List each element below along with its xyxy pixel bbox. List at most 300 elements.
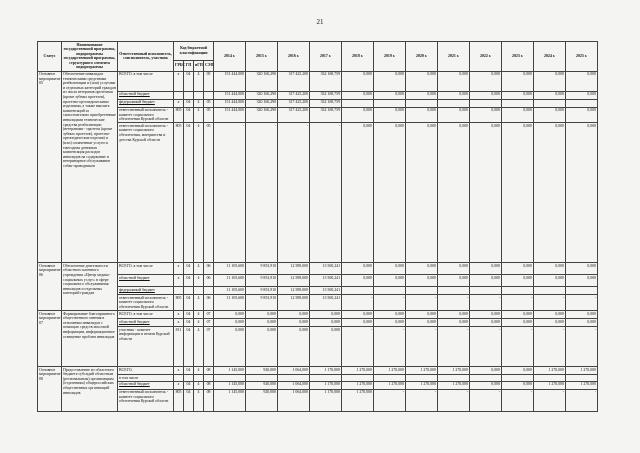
table-row [38, 311, 598, 319]
value-cell: 332 168,759 [310, 99, 342, 107]
value-cell: 0,000 [342, 91, 374, 99]
value-cell: 0,000 [534, 107, 566, 123]
header-executor: Ответственный исполнитель, соисполнитель, участник [118, 42, 174, 72]
value-cell: 0,000 [502, 319, 534, 327]
code-cell: 805 [174, 107, 184, 123]
code-cell: 04 [184, 123, 194, 263]
code-cell: 04 [184, 311, 194, 319]
value-cell: 317 425,200 [278, 71, 310, 91]
value-cell [310, 375, 342, 382]
value-cell: 0,000 [438, 319, 470, 327]
code-cell: 05 [204, 99, 214, 107]
value-cell: 0,000 [278, 327, 310, 367]
table-row [38, 295, 598, 311]
header-year: 2021 г. [438, 42, 470, 72]
code-cell: 04 [184, 389, 194, 411]
value-cell: 0,000 [566, 71, 598, 91]
value-cell: 0,000 [470, 91, 502, 99]
value-cell: 0,000 [342, 123, 374, 263]
value-cell: 9 853,910 [246, 295, 278, 311]
code-cell: 04 [184, 367, 194, 375]
value-cell: - [566, 295, 598, 311]
value-cell: 0,000 [470, 381, 502, 389]
value-cell: - [502, 295, 534, 311]
executor-cell: ВСЕГО, в том числе [118, 311, 174, 319]
value-cell: 920,000 [246, 389, 278, 411]
value-cell: - [566, 327, 598, 367]
value-cell: - [246, 123, 278, 263]
value-cell: 0,000 [534, 71, 566, 91]
executor-cell: ответственный исполнитель - комитет социального обеспечения Курской области [118, 295, 174, 311]
value-cell: 1 145,000 [214, 367, 246, 375]
code-cell: x [174, 381, 184, 389]
value-cell: 1 270,000 [342, 367, 374, 375]
value-cell: - [374, 295, 406, 311]
value-cell: 332 168,759 [310, 71, 342, 91]
value-cell: 1 270,000 [566, 381, 598, 389]
header-code: пГП [194, 60, 204, 71]
value-cell: 0,000 [342, 107, 374, 123]
value-cell: 0,000 [342, 319, 374, 327]
value-cell [374, 375, 406, 382]
code-cell: 04 [184, 319, 194, 327]
value-cell: - [470, 327, 502, 367]
code-cell: 4 [194, 319, 204, 327]
value-cell: 332 168,759 [310, 107, 342, 123]
value-cell: 1 145,000 [214, 389, 246, 411]
value-cell: 1 270,000 [342, 389, 374, 411]
value-cell: 920,000 [246, 367, 278, 375]
executor-cell: ВСЕГО, [118, 367, 174, 375]
value-cell: 0,000 [502, 123, 534, 263]
value-cell: - [534, 389, 566, 411]
value-cell: 0,000 [374, 91, 406, 99]
table-row [38, 381, 598, 389]
table-row [38, 99, 598, 107]
executor-cell: федеральный бюджет [118, 99, 174, 107]
value-cell: 0,000 [470, 263, 502, 275]
value-cell: 0,000 [406, 275, 438, 287]
executor-cell: областной бюджет [118, 275, 174, 287]
value-cell: 0,000 [566, 319, 598, 327]
value-cell: 13 500,241 [310, 287, 342, 295]
value-cell: 0,000 [502, 107, 534, 123]
value-cell: 0,000 [246, 311, 278, 319]
value-cell: - [406, 295, 438, 311]
value-cell: 0,000 [374, 71, 406, 91]
table-row [38, 91, 598, 99]
value-cell: 0,000 [406, 263, 438, 275]
executor-cell: областной бюджет [118, 91, 174, 99]
value-cell: 0,000 [502, 91, 534, 99]
value-cell: 0,000 [438, 275, 470, 287]
value-cell: 0,000 [502, 263, 534, 275]
table-row [38, 107, 598, 123]
code-cell: x [174, 311, 184, 319]
executor-cell: областной бюджет [118, 381, 174, 389]
code-cell: 06 [204, 263, 214, 275]
value-cell: 13 500,241 [310, 295, 342, 311]
value-cell: 0,000 [374, 275, 406, 287]
value-cell: 0,000 [502, 275, 534, 287]
value-cell: 0,000 [534, 123, 566, 263]
value-cell: - [374, 389, 406, 411]
table-row [38, 367, 598, 375]
code-cell: 04 [184, 381, 194, 389]
value-cell: - [310, 123, 342, 263]
value-cell: 0,000 [470, 367, 502, 375]
table-row [38, 327, 598, 367]
value-cell: 317 425,200 [278, 91, 310, 99]
value-cell [342, 375, 374, 382]
value-cell: 0,000 [566, 311, 598, 319]
code-cell: 4 [194, 99, 204, 107]
value-cell: 920,000 [246, 381, 278, 389]
value-cell: 1 170,000 [310, 381, 342, 389]
status-cell: Основное мероприятие 06 [38, 263, 62, 311]
value-cell [278, 375, 310, 382]
code-cell: 08 [204, 381, 214, 389]
value-cell: 0,000 [502, 71, 534, 91]
code-cell: 4 [194, 295, 204, 311]
value-cell [502, 375, 534, 382]
code-cell: 08 [204, 367, 214, 375]
table-row [38, 319, 598, 327]
value-cell: 0,000 [566, 275, 598, 287]
code-cell [174, 375, 184, 382]
value-cell: 0,000 [342, 71, 374, 91]
code-cell: 04 [184, 327, 194, 367]
value-cell: 0,000 [246, 319, 278, 327]
code-cell [184, 287, 194, 295]
value-cell [214, 375, 246, 382]
value-cell [246, 375, 278, 382]
value-cell: 1 064,000 [278, 381, 310, 389]
value-cell: 0,000 [534, 263, 566, 275]
value-cell: 9 853,910 [246, 275, 278, 287]
value-cell [502, 99, 534, 107]
value-cell: 320 160,290 [246, 71, 278, 91]
code-cell [204, 375, 214, 382]
header-code: ГРБС [174, 60, 184, 71]
value-cell: 0,000 [534, 91, 566, 99]
value-cell: 1 170,000 [310, 389, 342, 411]
header-status: Статус [38, 42, 62, 72]
value-cell: 1 270,000 [534, 381, 566, 389]
value-cell: 1 064,000 [278, 367, 310, 375]
table-body [38, 71, 598, 411]
value-cell: 0,000 [438, 263, 470, 275]
code-cell: 4 [194, 311, 204, 319]
value-cell: 0,000 [534, 319, 566, 327]
value-cell: 151 444,000 [214, 99, 246, 107]
executor-cell: участник - комитет информации и печати Курской области [118, 327, 174, 367]
code-cell [174, 287, 184, 295]
code-cell: 4 [194, 327, 204, 367]
table-row [38, 123, 598, 263]
value-cell: 0,000 [502, 381, 534, 389]
status-cell: Основное мероприятие 07 [38, 311, 62, 367]
value-cell: 1 170,000 [310, 367, 342, 375]
code-cell [174, 91, 184, 99]
value-cell: 1 270,000 [566, 367, 598, 375]
value-cell: 0,000 [438, 91, 470, 99]
value-cell: 151 444,000 [214, 107, 246, 123]
page-number: 21 [316, 18, 324, 26]
value-cell: 151 444,000 [214, 91, 246, 99]
executor-cell: в том числе [118, 375, 174, 382]
code-cell: 07 [204, 327, 214, 367]
header-year: 2017 г. [310, 42, 342, 72]
code-cell: 07 [204, 311, 214, 319]
code-cell: 4 [194, 389, 204, 411]
code-cell [204, 287, 214, 295]
value-cell: 0,000 [566, 107, 598, 123]
value-cell: - [502, 389, 534, 411]
executor-cell: ответственный исполнитель - комитет социального обеспечения Курской области [118, 107, 174, 123]
value-cell [374, 287, 406, 295]
code-cell [184, 91, 194, 99]
value-cell: 320 160,290 [246, 91, 278, 99]
value-cell: 11 105,600 [214, 275, 246, 287]
value-cell: 0,000 [278, 319, 310, 327]
value-cell: - [438, 389, 470, 411]
header-code-group: Код бюджетной классификации [174, 42, 214, 61]
header-year: 2023 г. [502, 42, 534, 72]
header-code: СЭП [204, 60, 214, 71]
value-cell [406, 287, 438, 295]
value-cell [342, 287, 374, 295]
budget-table [37, 41, 598, 412]
value-cell: 1 270,000 [342, 381, 374, 389]
header-year: 2016 г. [278, 42, 310, 72]
value-cell: 151 444,000 [214, 71, 246, 91]
value-cell: 0,000 [374, 123, 406, 263]
code-cell: 04 [184, 295, 194, 311]
value-cell [534, 375, 566, 382]
value-cell: 1 270,000 [374, 367, 406, 375]
value-cell [502, 287, 534, 295]
value-cell: - [214, 123, 246, 263]
value-cell: 1 270,000 [406, 367, 438, 375]
value-cell: 0,000 [438, 123, 470, 263]
code-cell: 811 [174, 327, 184, 367]
code-cell: 805 [174, 389, 184, 411]
value-cell: 12 589,000 [278, 287, 310, 295]
value-cell: 0,000 [214, 319, 246, 327]
value-cell: 0,000 [374, 311, 406, 319]
value-cell: 0,000 [534, 275, 566, 287]
code-cell [194, 375, 204, 382]
code-cell: 04 [184, 107, 194, 123]
value-cell: 1 270,000 [374, 381, 406, 389]
code-cell [194, 91, 204, 99]
value-cell: 1 145,000 [214, 381, 246, 389]
page-bottom-margin [0, 440, 640, 453]
code-cell: 4 [194, 263, 204, 275]
value-cell [566, 375, 598, 382]
value-cell: 0,000 [566, 91, 598, 99]
table-row [38, 287, 598, 295]
value-cell: 0,000 [246, 327, 278, 367]
value-cell: 0,000 [374, 107, 406, 123]
value-cell: - [342, 295, 374, 311]
value-cell: 11 105,600 [214, 295, 246, 311]
executor-cell: федеральный бюджет [118, 287, 174, 295]
code-cell: x [174, 367, 184, 375]
code-cell: 05 [204, 123, 214, 263]
table-row [38, 263, 598, 275]
value-cell: 1 270,000 [438, 381, 470, 389]
value-cell: 1 270,000 [438, 367, 470, 375]
value-cell: - [470, 389, 502, 411]
header-name: Наименование государственной программы, подпрограммы государственной программы, структурного элемента подпрограммы [62, 42, 118, 72]
code-cell: 4 [194, 381, 204, 389]
value-cell: 12 589,000 [278, 263, 310, 275]
code-cell: 4 [194, 71, 204, 91]
value-cell: - [406, 327, 438, 367]
executor-cell: областной бюджет [118, 319, 174, 327]
measure-name-cell: Обеспечение деятельности областного казенного учреждения «Центр медико-социальных услуг» в сфере социального обслуживания инвалидов и отдельных категорий граждан [62, 263, 118, 311]
code-cell: 08 [204, 389, 214, 411]
value-cell: - [534, 327, 566, 367]
value-cell: 332 168,759 [310, 91, 342, 99]
value-cell: - [438, 327, 470, 367]
header-code: ГП [184, 60, 194, 71]
value-cell: 0,000 [214, 311, 246, 319]
value-cell: 0,000 [470, 275, 502, 287]
value-cell: 0,000 [534, 311, 566, 319]
value-cell: 0,000 [342, 311, 374, 319]
code-cell [184, 375, 194, 382]
code-cell: 805 [174, 295, 184, 311]
value-cell: 0,000 [502, 367, 534, 375]
value-cell: 13 500,241 [310, 275, 342, 287]
measure-name-cell: Формирование благоприятного общественного мнения в отношении инвалидов с помощью средств массовой информации, информационное освещение проблем инвалидов [62, 311, 118, 367]
table-row [38, 389, 598, 411]
code-cell: 4 [194, 367, 204, 375]
value-cell: 11 105,600 [214, 287, 246, 295]
code-cell [204, 91, 214, 99]
code-cell: 07 [204, 319, 214, 327]
executor-cell: ВСЕГО, в том числе [118, 263, 174, 275]
code-cell: 4 [194, 275, 204, 287]
value-cell: 13 500,241 [310, 263, 342, 275]
code-cell [194, 287, 204, 295]
value-cell: 0,000 [310, 327, 342, 367]
value-cell: 0,000 [278, 311, 310, 319]
value-cell: 320 160,290 [246, 99, 278, 107]
value-cell [470, 99, 502, 107]
value-cell: 0,000 [342, 263, 374, 275]
value-cell: 0,000 [406, 71, 438, 91]
header-year: 2020 г. [406, 42, 438, 72]
value-cell: 0,000 [566, 123, 598, 263]
value-cell [566, 99, 598, 107]
table-header [38, 42, 598, 72]
value-cell: 320 160,290 [246, 107, 278, 123]
measure-name-cell: Предоставление из областного бюджета субсидий областным (региональным) организациям (отделениям) общероссийских общественных организаций инвалидов [62, 367, 118, 412]
status-cell: Основное мероприятие 08 [38, 367, 62, 412]
value-cell: 0,000 [374, 263, 406, 275]
code-cell: x [174, 319, 184, 327]
value-cell: 0,000 [406, 319, 438, 327]
value-cell: 0,000 [438, 311, 470, 319]
value-cell [470, 287, 502, 295]
code-cell: 04 [184, 275, 194, 287]
value-cell: 1 270,000 [406, 381, 438, 389]
value-cell: 12 589,000 [278, 275, 310, 287]
code-cell: x [174, 263, 184, 275]
value-cell: - [470, 295, 502, 311]
table-row [38, 71, 598, 91]
header-year: 2024 г. [534, 42, 566, 72]
header-year: 2022 г. [470, 42, 502, 72]
measure-name-cell: Обеспечение инвалидов техническими средствами реабилитации и (или) услугами и отдельных категорий граждан из числа ветеранов протезами (кроме зубных протезов), протезно-ортопедическими изделиями, а также выплата компенсаций за самостоятельно приобретенные инвалидами технические средства реабилитации (ветеранами - протезы (кроме зубных протезов), протезно-ортопедические изделия) и (или) оплаченные услуги и ежегодная денежная компенсация расходов инвалидов на содержание и ветеринарное обслуживание собак-проводников [62, 71, 118, 263]
value-cell: 0,000 [406, 311, 438, 319]
value-cell: 0,000 [406, 123, 438, 263]
value-cell: 12 589,000 [278, 295, 310, 311]
code-cell: 05 [204, 107, 214, 123]
value-cell: 0,000 [374, 319, 406, 327]
header-year: 2015 г. [246, 42, 278, 72]
code-cell: 4 [194, 107, 204, 123]
value-cell [470, 375, 502, 382]
executor-cell: ответственный исполнитель - комитет социального обеспечения Курской области [118, 389, 174, 411]
value-cell: 0,000 [406, 107, 438, 123]
header-year: 2018 г. [342, 42, 374, 72]
value-cell [534, 99, 566, 107]
value-cell: 0,000 [470, 319, 502, 327]
header-year: 2025 г. [566, 42, 598, 72]
code-cell: 4 [194, 123, 204, 263]
value-cell: 0,000 [406, 91, 438, 99]
value-cell: - [566, 389, 598, 411]
value-cell: - [342, 327, 374, 367]
value-cell: 0,000 [438, 107, 470, 123]
value-cell: 0,000 [470, 107, 502, 123]
value-cell: 9 853,910 [246, 263, 278, 275]
value-cell: 0,000 [470, 123, 502, 263]
value-cell: 0,000 [310, 319, 342, 327]
value-cell: - [278, 123, 310, 263]
value-cell: 11 105,600 [214, 263, 246, 275]
value-cell: 0,000 [470, 311, 502, 319]
value-cell: 0,000 [214, 327, 246, 367]
value-cell: 317 425,200 [278, 107, 310, 123]
code-cell: 04 [184, 263, 194, 275]
code-cell: x [174, 71, 184, 91]
value-cell [342, 99, 374, 107]
value-cell: 0,000 [502, 311, 534, 319]
code-cell: 06 [204, 295, 214, 311]
value-cell: 0,000 [310, 311, 342, 319]
value-cell: - [438, 295, 470, 311]
value-cell [374, 99, 406, 107]
value-cell [566, 287, 598, 295]
value-cell [438, 287, 470, 295]
header-year: 2019 г. [374, 42, 406, 72]
value-cell: - [534, 295, 566, 311]
table-row [38, 375, 598, 382]
value-cell: 0,000 [438, 71, 470, 91]
code-cell: 04 [184, 71, 194, 91]
value-cell [438, 375, 470, 382]
code-cell: 04 [184, 99, 194, 107]
value-cell: - [374, 327, 406, 367]
value-cell [534, 287, 566, 295]
value-cell: 1 270,000 [534, 367, 566, 375]
